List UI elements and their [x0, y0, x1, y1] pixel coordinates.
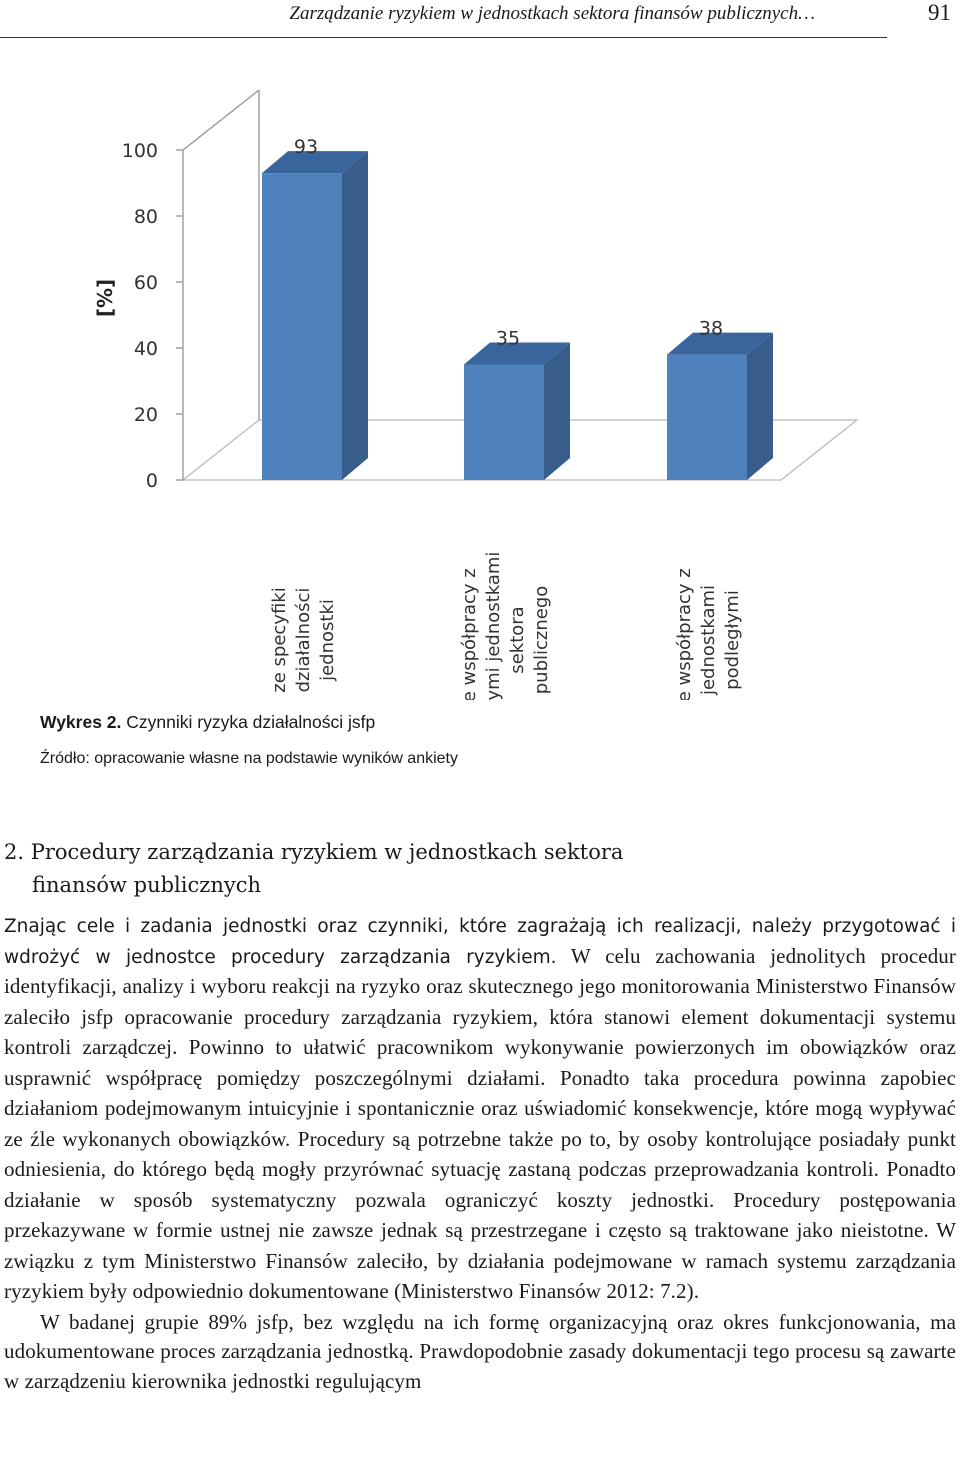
section-title	[4, 836, 904, 902]
paragraph-1-intro: Znając cele i zadania jednostki oraz czynniki, które zagrażają ich realizacji, należy przygotować i wdrożyć w jednostce procedury zarządzania ryzykiem.	[4, 916, 956, 968]
category-label-line: jednostkami	[698, 584, 719, 696]
figure-caption	[40, 712, 375, 733]
caption-label: Wykres 2.	[40, 712, 122, 732]
category-label-line: publicznego	[531, 585, 552, 695]
category-label-line: jednostki	[317, 599, 338, 681]
figure-source: Źródło: opracowanie własne na podstawie wyników ankiety	[40, 750, 458, 767]
bar-chart	[0, 40, 960, 705]
paragraph-2: W badanej grupie 89% jsfp, bez względu na ich formę organizacyjną oraz okres funkcjonowania, ma udokumentowane proces zarządzania jednostką. Prawdopodobnie zasady dokumentacji tego procesu są zawarte w zarządzeniu kierownika jednostki regulującym	[4, 1309, 956, 1393]
section-title-line-1: 2. Procedury zarządzania ryzykiem w jednostkach sektora	[4, 840, 624, 864]
data-label: 35	[495, 327, 521, 350]
y-tick-label: 0	[145, 470, 158, 492]
y-tick-label: 20	[133, 404, 158, 426]
y-axis-label: [%]	[93, 278, 117, 318]
category-label	[269, 587, 338, 692]
bar-1	[262, 151, 368, 480]
data-label: 93	[293, 136, 319, 159]
bar-side	[342, 151, 368, 480]
bar-2	[464, 343, 570, 481]
bar-side	[747, 333, 773, 480]
category-label-line: innymi jednostkami	[483, 551, 504, 700]
bar-side	[544, 343, 570, 481]
y-tick-label: 80	[133, 206, 158, 228]
page-header	[0, 0, 887, 38]
y-tick-label: 100	[121, 140, 158, 162]
chart-svg	[0, 40, 960, 700]
back-wall-edge	[183, 90, 259, 150]
body-text	[4, 912, 956, 1396]
y-tick-label: 60	[133, 272, 158, 294]
running-title: Zarządzanie ryzykiem w jednostkach sektora finansów publicznych…	[289, 3, 815, 24]
category-label-line: sektora	[507, 606, 528, 674]
data-label: 38	[698, 317, 724, 340]
category-label	[674, 568, 743, 700]
category-label-line: podległymi	[722, 590, 743, 690]
caption-text: Czynniki ryzyka działalności jsfp	[121, 712, 376, 732]
category-label-line: ze specyfiki	[269, 587, 290, 693]
page-number: 91	[928, 0, 951, 25]
chart-bars	[262, 151, 773, 480]
bar-front	[262, 173, 342, 480]
chart-axis	[122, 90, 259, 492]
y-tick-label: 40	[133, 338, 158, 360]
bar-front	[667, 355, 747, 480]
paragraph-1	[4, 912, 956, 1308]
bar-3	[667, 333, 773, 480]
category-label-line: działalności	[293, 587, 314, 693]
paragraph-1-body: W celu zachowania jednolitych procedur identyfikacji, analizy i wyboru reakcji na ryzyko oraz skutecznego jego monitorowania Ministerstwo Finansów zaleciło jsfp opracowanie procedury zarządzania ryzykiem, która stanowi element dokumentacji systemu kontroli zarządczej. Powinno to ułatwić pracownikom wykonywanie powierzonych im obowiązków oraz usprawnić współpracę pomiędzy poszczególnymi działami. Ponadto taka procedura powinna zapobiec działaniom podejmowanym intuicyjnie i spontanicznie oraz uświadomić konsekwencje, które mogą wypływać ze źle wykonanych obowiązków. Procedury są potrzebne także po to, by osoby kontrolujące posiadały punkt odniesienia, do którego będą mogły przyrównać sytuację zastaną podczas przeprowadzania kontroli. Ponadto działanie w sposób systematyczny pozwala ograniczyć koszty jednostki. Procedury postępowania przekazywane w formie ustnej nie zawsze jednak są przestrzegane i często są traktowane jako nieistotne. W związku z tym Ministerstwo Finansów zaleciło, by działania podejmowane w ramach systemu zarządzania ryzykiem były odpowiednio dokumentowane (Ministerstwo Finansów 2012: 7.2).	[4, 943, 957, 1303]
section-title-line-2: finansów publicznych	[32, 873, 261, 897]
bar-front	[464, 365, 544, 481]
category-label	[459, 552, 552, 700]
category-label-line: ze współpracy z	[674, 568, 695, 700]
category-label-line: ze współpracy z	[459, 568, 480, 700]
